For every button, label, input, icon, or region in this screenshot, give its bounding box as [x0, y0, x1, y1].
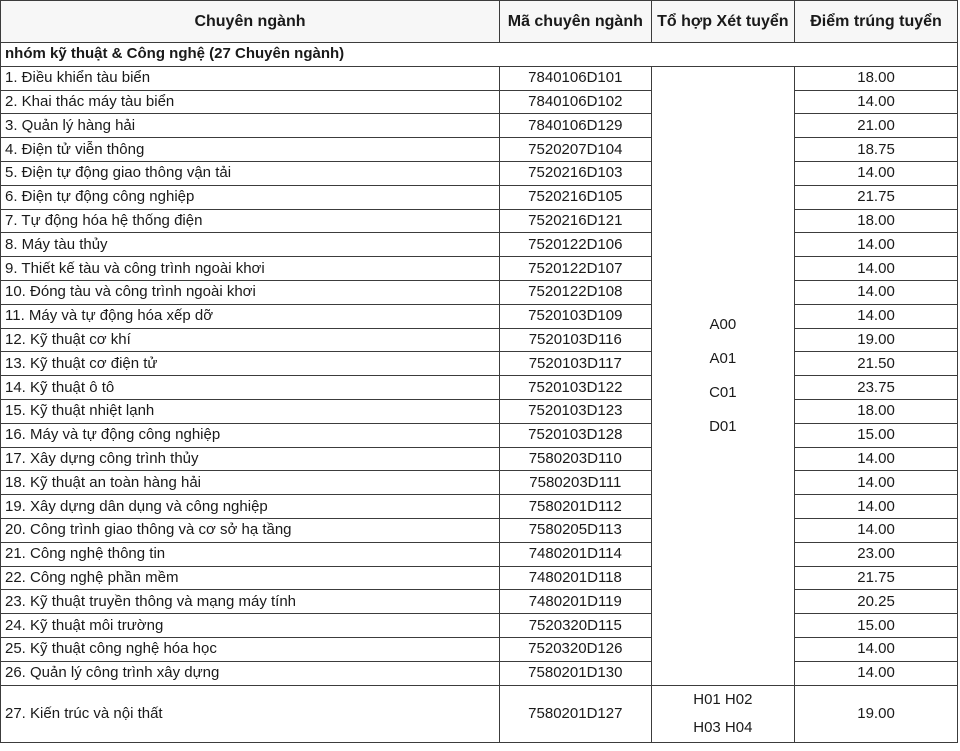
major-name: 22. Công nghệ phần mềm — [1, 566, 500, 590]
cutoff-score: 14.00 — [795, 495, 958, 519]
table-row — [1, 495, 958, 519]
table-header-row — [1, 1, 958, 43]
major-code: 7520103D123 — [499, 399, 651, 423]
table-row — [1, 209, 958, 233]
cutoff-score: 23.00 — [795, 542, 958, 566]
cutoff-score: 18.00 — [795, 66, 958, 90]
combo-code: A00 — [709, 315, 737, 333]
major-name: 4. Điện tử viễn thông — [1, 138, 500, 162]
cutoff-score: 21.50 — [795, 352, 958, 376]
table-row — [1, 257, 958, 281]
major-code: 7480201D118 — [499, 566, 651, 590]
major-code: 7580205D113 — [499, 518, 651, 542]
cutoff-score: 14.00 — [795, 233, 958, 257]
major-code: 7840106D129 — [499, 114, 651, 138]
major-code: 7480201D119 — [499, 590, 651, 614]
major-code: 7580201D112 — [499, 495, 651, 519]
major-code: 7580203D111 — [499, 471, 651, 495]
table-row — [1, 661, 958, 685]
table-row — [1, 376, 958, 400]
cutoff-score: 19.00 — [795, 328, 958, 352]
header-combo: Tổ hợp Xét tuyển — [651, 1, 794, 43]
table-row — [1, 637, 958, 661]
major-name: 19. Xây dựng dân dụng và công nghiệp — [1, 495, 500, 519]
major-code: 7520207D104 — [499, 138, 651, 162]
table-row — [1, 542, 958, 566]
major-code: 7520122D108 — [499, 280, 651, 304]
cutoff-score: 21.75 — [795, 185, 958, 209]
cutoff-score: 14.00 — [795, 90, 958, 114]
major-code: 7520103D116 — [499, 328, 651, 352]
cutoff-score: 18.00 — [795, 209, 958, 233]
group-title: nhóm kỹ thuật & Công nghệ (27 Chuyên ngành) — [1, 43, 958, 67]
major-name: 10. Đóng tàu và công trình ngoài khơi — [1, 280, 500, 304]
combo-code: D01 — [709, 417, 737, 435]
major-code: 7520216D121 — [499, 209, 651, 233]
major-name: 6. Điện tự động công nghiệp — [1, 185, 500, 209]
major-code: 7520320D115 — [499, 614, 651, 638]
table-row — [1, 233, 958, 257]
major-name: 15. Kỹ thuật nhiệt lạnh — [1, 399, 500, 423]
major-code: 7520122D107 — [499, 257, 651, 281]
major-code: 7520103D128 — [499, 423, 651, 447]
table-row — [1, 471, 958, 495]
major-code: 7840106D102 — [499, 90, 651, 114]
cutoff-score: 14.00 — [795, 637, 958, 661]
cutoff-score: 14.00 — [795, 280, 958, 304]
major-name: 20. Công trình giao thông và cơ sở hạ tầng — [1, 518, 500, 542]
major-name: 23. Kỹ thuật truyền thông và mạng máy tính — [1, 590, 500, 614]
major-code: 7580201D130 — [499, 661, 651, 685]
cutoff-score: 14.00 — [795, 661, 958, 685]
table-row — [1, 161, 958, 185]
table-row — [1, 566, 958, 590]
major-name: 1. Điều khiển tàu biển — [1, 66, 500, 90]
major-name: 21. Công nghệ thông tin — [1, 542, 500, 566]
table-row — [1, 614, 958, 638]
major-code: 7520103D122 — [499, 376, 651, 400]
combo-code: H01 H02 — [693, 690, 753, 708]
table-row — [1, 399, 958, 423]
major-name: 24. Kỹ thuật môi trường — [1, 614, 500, 638]
major-name: 9. Thiết kế tàu và công trình ngoài khơi — [1, 257, 500, 281]
cutoff-score: 14.00 — [795, 257, 958, 281]
cutoff-score: 14.00 — [795, 161, 958, 185]
header-score: Điểm trúng tuyển — [795, 1, 958, 43]
major-name: 18. Kỹ thuật an toàn hàng hải — [1, 471, 500, 495]
cutoff-score: 14.00 — [795, 447, 958, 471]
table-row — [1, 518, 958, 542]
cutoff-score: 20.25 — [795, 590, 958, 614]
cutoff-score: 21.00 — [795, 114, 958, 138]
cutoff-score: 14.00 — [795, 518, 958, 542]
cutoff-score: 23.75 — [795, 376, 958, 400]
table-row — [1, 590, 958, 614]
cutoff-score: 15.00 — [795, 423, 958, 447]
table-row — [1, 280, 958, 304]
major-name: 12. Kỹ thuật cơ khí — [1, 328, 500, 352]
major-name: 2. Khai thác máy tàu biển — [1, 90, 500, 114]
major-code: 7520103D117 — [499, 352, 651, 376]
table-row — [1, 328, 958, 352]
major-name: 14. Kỹ thuật ô tô — [1, 376, 500, 400]
cutoff-score: 19.00 — [795, 685, 958, 742]
major-code: 7580201D127 — [499, 685, 651, 742]
major-code: 7840106D101 — [499, 66, 651, 90]
major-name: 11. Máy và tự động hóa xếp dỡ — [1, 304, 500, 328]
major-name: 13. Kỹ thuật cơ điện tử — [1, 352, 500, 376]
major-code: 7520122D106 — [499, 233, 651, 257]
major-name: 27. Kiến trúc và nội thất — [1, 685, 500, 742]
header-major: Chuyên ngành — [1, 1, 500, 43]
group-title-row — [1, 43, 958, 67]
table-row — [1, 138, 958, 162]
combo-code: H03 H04 — [693, 718, 753, 736]
major-name: 25. Kỹ thuật công nghệ hóa học — [1, 637, 500, 661]
cutoff-score: 14.00 — [795, 471, 958, 495]
cutoff-score: 15.00 — [795, 614, 958, 638]
major-code: 7520320D126 — [499, 637, 651, 661]
major-name: 17. Xây dựng công trình thủy — [1, 447, 500, 471]
cutoff-score: 18.75 — [795, 138, 958, 162]
header-code: Mã chuyên ngành — [499, 1, 651, 43]
major-code: 7520103D109 — [499, 304, 651, 328]
table-row — [1, 447, 958, 471]
table-row — [1, 423, 958, 447]
major-name: 5. Điện tự động giao thông vận tải — [1, 161, 500, 185]
combo-code: C01 — [709, 383, 737, 401]
major-code: 7580203D110 — [499, 447, 651, 471]
table-row — [1, 66, 958, 90]
table-row — [1, 90, 958, 114]
major-name: 8. Máy tàu thủy — [1, 233, 500, 257]
major-name: 7. Tự động hóa hệ thống điện — [1, 209, 500, 233]
cutoff-score: 14.00 — [795, 304, 958, 328]
cutoff-score: 18.00 — [795, 399, 958, 423]
major-code: 7520216D103 — [499, 161, 651, 185]
major-code: 7480201D114 — [499, 542, 651, 566]
table-row — [1, 114, 958, 138]
major-name: 16. Máy và tự động công nghiệp — [1, 423, 500, 447]
table-row — [1, 185, 958, 209]
combo-cell — [651, 685, 794, 742]
combo-code: A01 — [709, 349, 737, 367]
major-code: 7520216D105 — [499, 185, 651, 209]
major-name: 3. Quản lý hàng hải — [1, 114, 500, 138]
cutoff-score: 21.75 — [795, 566, 958, 590]
table-row — [1, 304, 958, 328]
major-name: 26. Quản lý công trình xây dựng — [1, 661, 500, 685]
combo-cell — [651, 66, 794, 685]
table-row — [1, 685, 958, 742]
table-row — [1, 352, 958, 376]
